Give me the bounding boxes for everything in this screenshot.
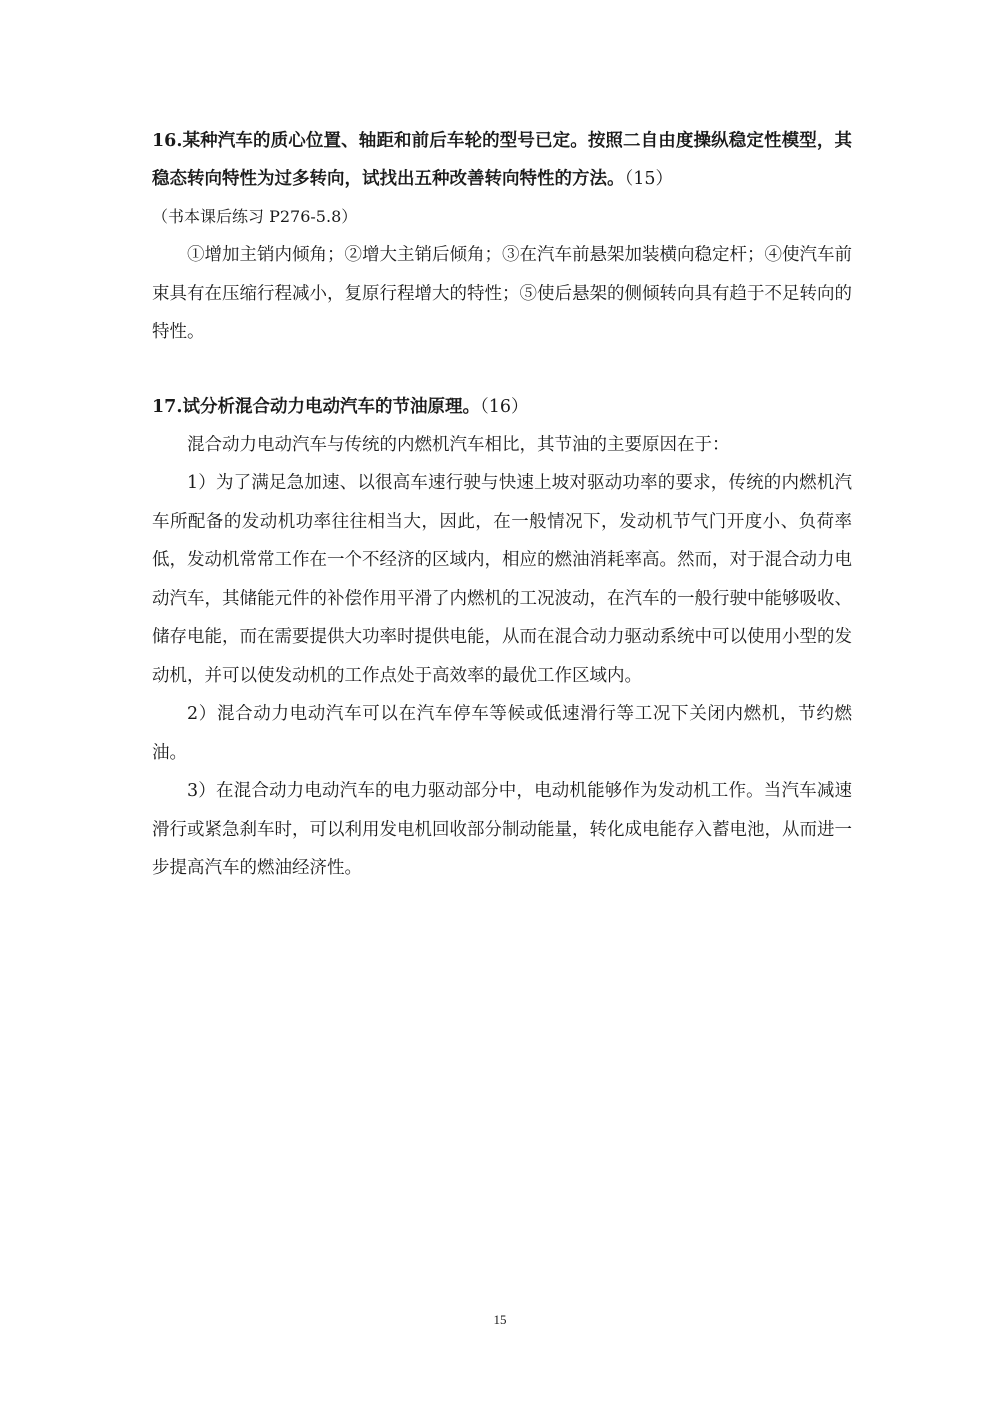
question-17 xyxy=(152,388,852,888)
question-16-answer: ①增加主销内倾角；②增大主销后倾角；③在汽车前悬架加装横向稳定杆；④使汽车前束具有在压缩行程减小，复原行程增大的特性；⑤使后悬架的侧倾转向具有趋于不足转向的特性。 xyxy=(152,245,852,342)
question-16-title-text: 16.某种汽车的质心位置、轴距和前后车轮的型号已定。按照二自由度操纵稳定性模型，其稳态转向特性为过多转向，试找出五种改善转向特性的方法。 xyxy=(152,131,852,189)
question-17-title-text: 17.试分析混合动力电动汽车的节油原理。 xyxy=(152,396,480,417)
question-17-marks: （16） xyxy=(479,396,529,417)
question-16-reference: （书本课后练习 P276-5.8） xyxy=(152,207,358,226)
question-17-title xyxy=(152,388,852,426)
page-number: 15 xyxy=(493,1312,507,1327)
question-17-point-2: 2）混合动力电动汽车可以在汽车停车等候或低速滑行等工况下关闭内燃机，节约燃油。 xyxy=(152,704,852,763)
question-16-marks: （15） xyxy=(624,169,674,189)
question-16 xyxy=(152,122,852,352)
question-17-point-3: 3）在混合动力电动汽车的电力驱动部分中，电动机能够作为发动机工作。当汽车减速滑行或紧急刹车时，可以利用发电机回收部分制动能量，转化成电能存入蓄电池，从而进一步提高汽车的燃油经济性。 xyxy=(152,781,852,878)
question-17-point-1: 1）为了满足急加速、以很高车速行驶与快速上坡对驱动功率的要求，传统的内燃机汽车所配备的发动机功率往往相当大，因此，在一般情况下，发动机节气门开度小、负荷率低，发动机常常工作在一个不经济的区域内，相应的燃油消耗率高。然而，对于混合动力电动汽车，其储能元件的补偿作用平滑了内燃机的工况波动，在汽车的一般行驶中能够吸收、储存电能，而在需要提供大功率时提供电能，从而在混合动力驱动系统中可以使用小型的发动机，并可以使发动机的工作点处于高效率的最优工作区域内。 xyxy=(152,473,852,686)
page-content xyxy=(152,122,852,888)
question-17-intro: 混合动力电动汽车与传统的内燃机汽车相比，其节油的主要原因在于： xyxy=(187,434,730,455)
question-16-title xyxy=(152,122,852,198)
